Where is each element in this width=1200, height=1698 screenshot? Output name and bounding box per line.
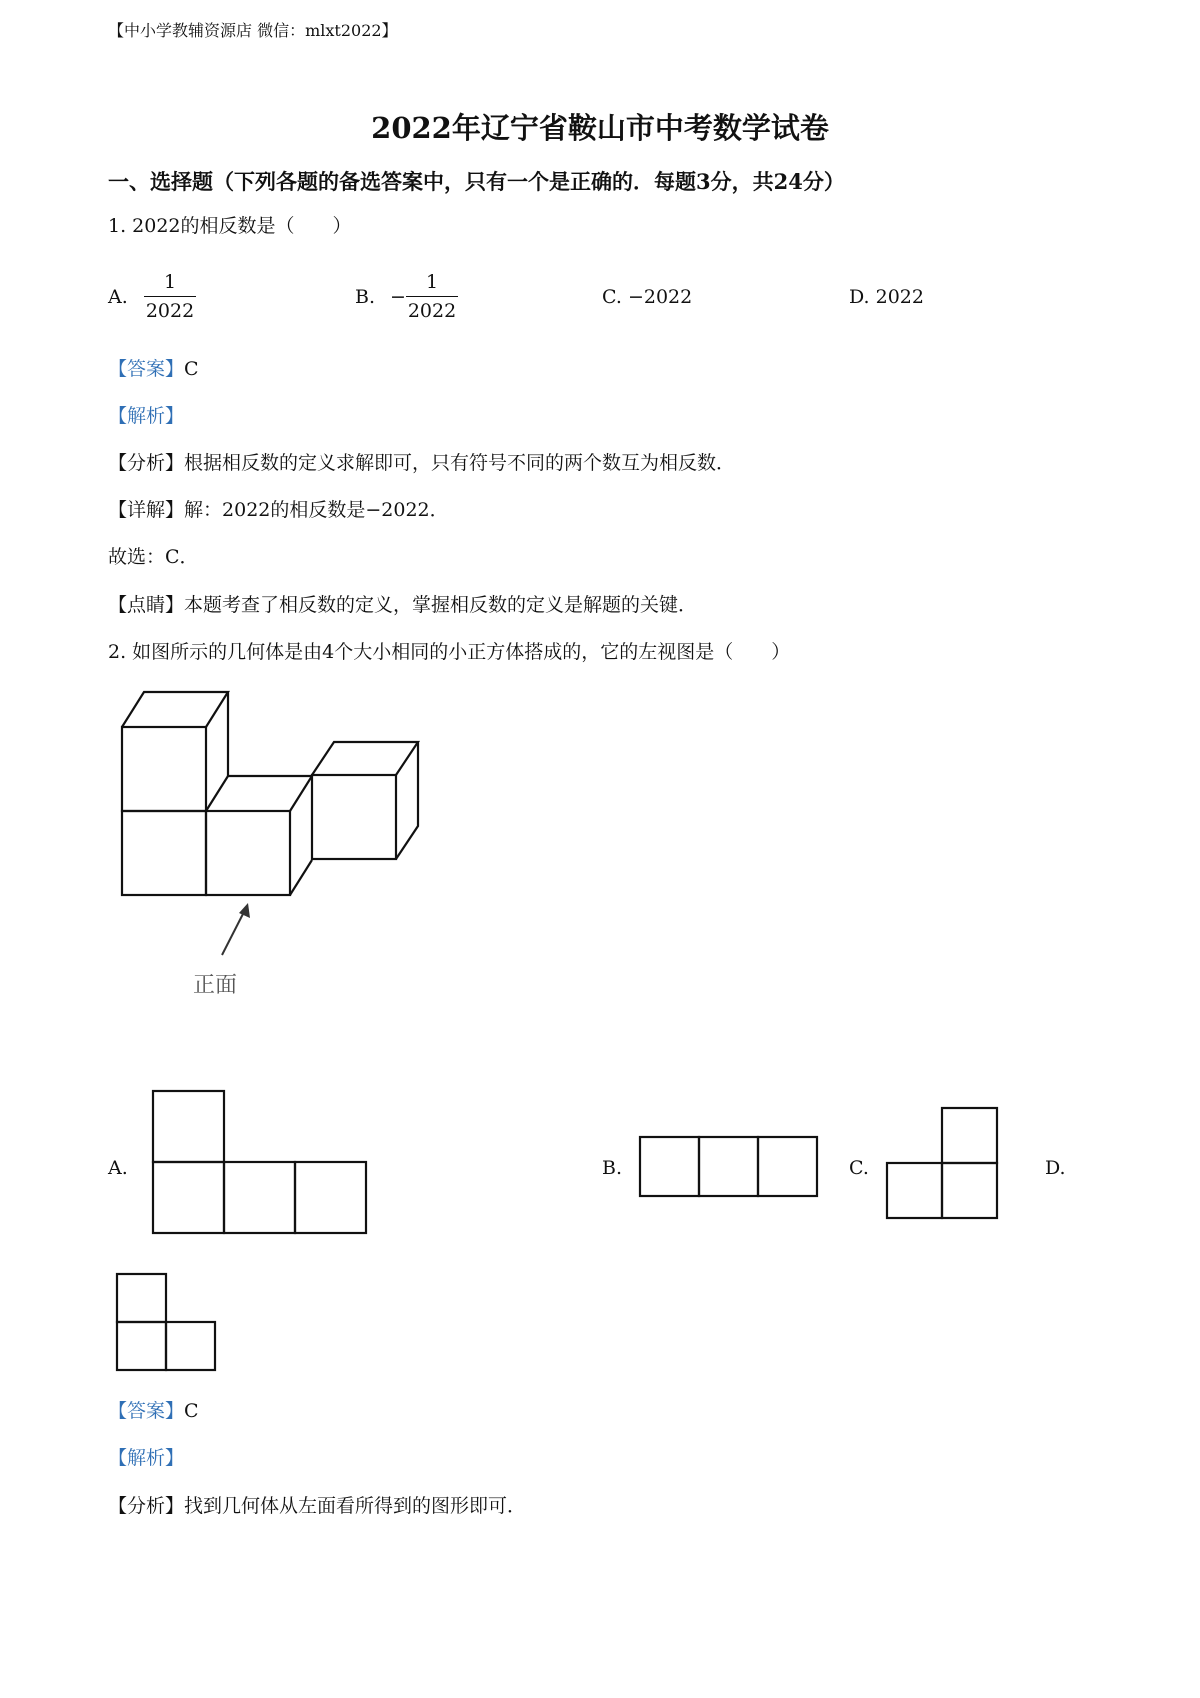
q2-analysis-tag: 【解析】 [108, 1447, 185, 1469]
dianjing-tag: 【点睛】 [108, 594, 185, 616]
q1-option-a-denominator: 2022 [145, 300, 195, 322]
section-heading: 一、选择题（下列各题的备选答案中，只有一个是正确的．每题3分，共24分） [108, 169, 845, 194]
q1-option-b-label: B. [355, 286, 376, 308]
q1-stem: 1. 2022的相反数是（ ） [108, 215, 352, 237]
answer-value: C [184, 1400, 199, 1422]
fenxi-tag: 【分析】 [108, 1495, 185, 1517]
q2-option-b-label: B. [602, 1157, 623, 1179]
q1-option-b-sign: − [390, 286, 406, 308]
q2-option-c-label: C. [849, 1157, 869, 1179]
q2-option-a-label: A. [108, 1157, 128, 1179]
q2-answer [108, 1399, 199, 1423]
q1-option-d: D. 2022 [849, 286, 924, 308]
q1-option-c: C. −2022 [602, 286, 693, 308]
q1-option-b-numerator: 1 [425, 271, 439, 293]
fenxi-text: 找到几何体从左面看所得到的图形即可． [184, 1495, 527, 1517]
fenxi-text: 根据相反数的定义求解即可，只有符号不同的两个数互为相反数． [184, 452, 736, 474]
q1-option-b-denominator: 2022 [407, 300, 457, 322]
source-note: 【中小学教辅资源店 微信：mlxt2022】 [108, 21, 398, 40]
q1-guxuan: 故选：C． [108, 546, 199, 568]
q2-fenxi [108, 1494, 526, 1518]
fenxi-tag: 【分析】 [108, 452, 185, 474]
xiangjie-tag: 【详解】 [108, 499, 185, 521]
answer-tag: 【答案】 [108, 358, 185, 380]
q1-option-a-label: A. [108, 286, 128, 308]
q2-option-d-label: D. [1045, 1157, 1066, 1179]
q2-stem: 2. 如图所示的几何体是由4个大小相同的小正方体搭成的，它的左视图是（ ） [108, 641, 791, 663]
q1-option-a-numerator: 1 [163, 271, 177, 293]
dianjing-text: 本题考查了相反数的定义，掌握相反数的定义是解题的关键． [184, 594, 698, 616]
xiangjie-text: 解：2022的相反数是−2022． [184, 499, 449, 521]
answer-tag: 【答案】 [108, 1400, 185, 1422]
page-title: 2022年辽宁省鞍山市中考数学试卷 [371, 111, 829, 145]
q1-analysis-tag: 【解析】 [108, 405, 185, 427]
front-label: 正面 [193, 973, 238, 998]
answer-value: C [184, 358, 199, 380]
